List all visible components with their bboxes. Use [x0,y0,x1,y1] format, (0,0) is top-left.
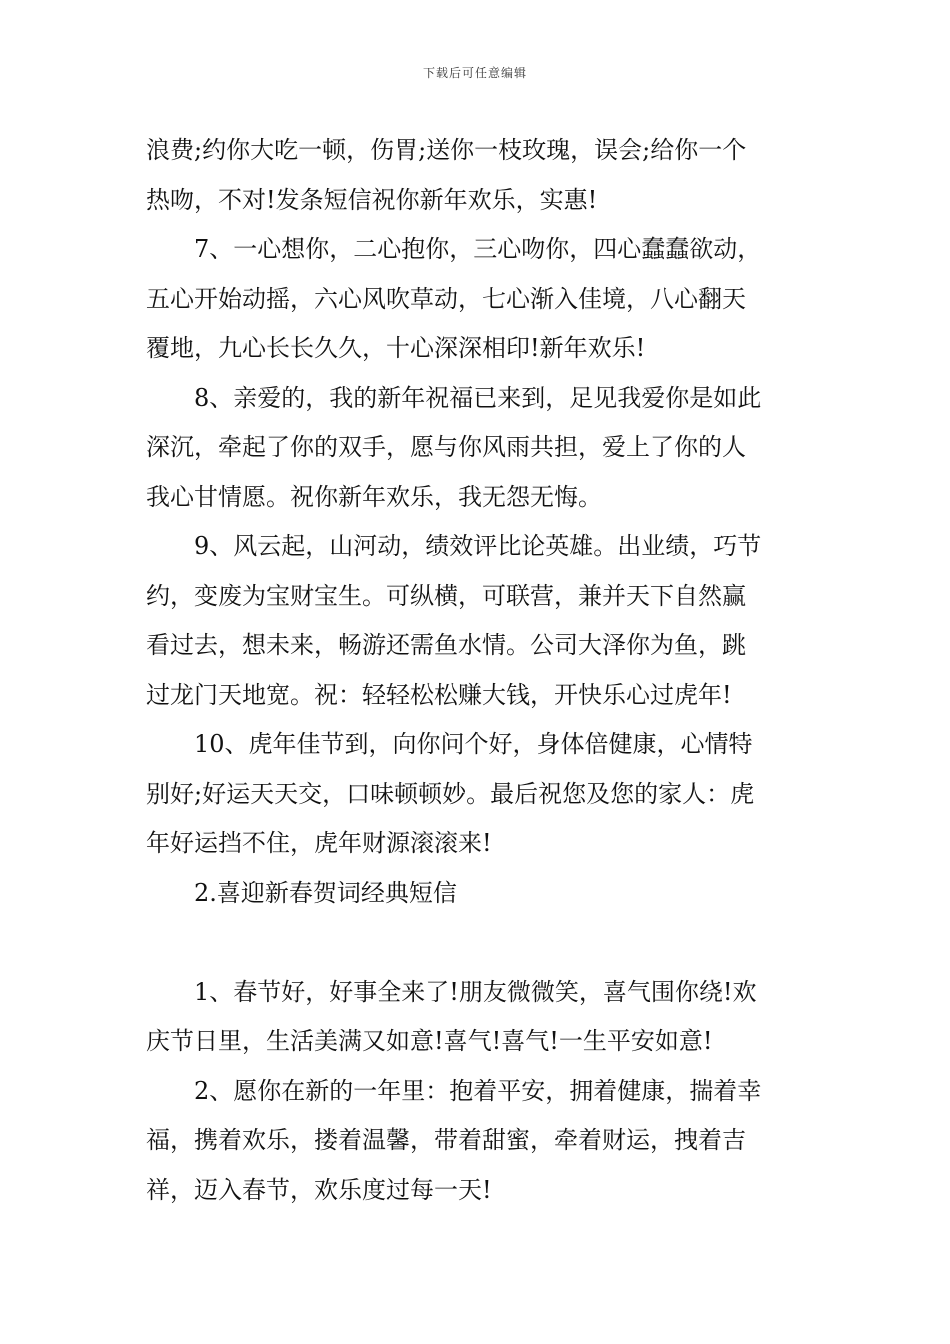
text-line: 庆节日里，生活美满又如意!喜气!喜气!一生平安如意! [146,1027,713,1055]
text-line: 年好运挡不住，虎年财源滚滚来! [146,829,492,857]
document-body [146,126,814,1215]
text-line: 深沉，牵起了你的双手，愿与你风雨共担，爱上了你的人 [146,433,746,461]
text-line: 我心甘情愿。祝你新年欢乐，我无怨无悔。 [146,482,602,511]
paragraph-start-7: 7、一心想你，二心抱你，三心吻你，四心蠢蠢欲动， [194,235,762,263]
paragraph-start-10: 10、虎年佳节到，向你问个好，身体倍健康，心情特 [194,730,753,758]
page-header: 下载后可任意编辑 [422,66,527,80]
text-line: 福，携着欢乐，搂着温馨，带着甜蜜，牵着财运，拽着吉 [146,1126,746,1154]
text-line: 覆地，九心长长久久，十心深深相印!新年欢乐! [146,334,646,362]
text-line: 过龙门天地宽。祝：轻轻松松赚大钱，开快乐心过虎年! [146,680,732,709]
text-line: 五心开始动摇，六心风吹草动，七心渐入佳境，八心翻天 [146,284,746,313]
text-line: 浪费;约你大吃一顿，伤胃;送你一枝玫瑰，误会;给你一个 [146,136,747,164]
text-line: 看过去，想未来，畅游还需鱼水情。公司大泽你为鱼，跳 [146,631,746,659]
paragraph-start-9: 9、风云起，山河动，绩效评比论英雄。出业绩，巧节 [194,532,762,560]
paragraph-start-1: 1、春节好，好事全来了!朋友微微笑，喜气围你绕!欢 [194,977,757,1006]
text-line: 约，变废为宝财宝生。可纵横，可联营，兼并天下自然赢 [146,581,746,610]
paragraph-start-8: 8、亲爱的，我的新年祝福已来到，足见我爱你是如此 [194,383,762,412]
blank-line [146,918,814,968]
text-line: 祥，迈入春节，欢乐度过每一天! [146,1175,492,1204]
text-line: 别好;好运天天交，口味顿顿妙。最后祝您及您的家人：虎 [146,779,755,808]
paragraph-start-2: 2、愿你在新的一年里：抱着平安，拥着健康，揣着幸 [194,1076,762,1105]
section-heading: 2.喜迎新春贺词经典短信 [194,878,457,907]
text-line: 热吻，不对!发条短信祝你新年欢乐，实惠! [146,185,598,214]
